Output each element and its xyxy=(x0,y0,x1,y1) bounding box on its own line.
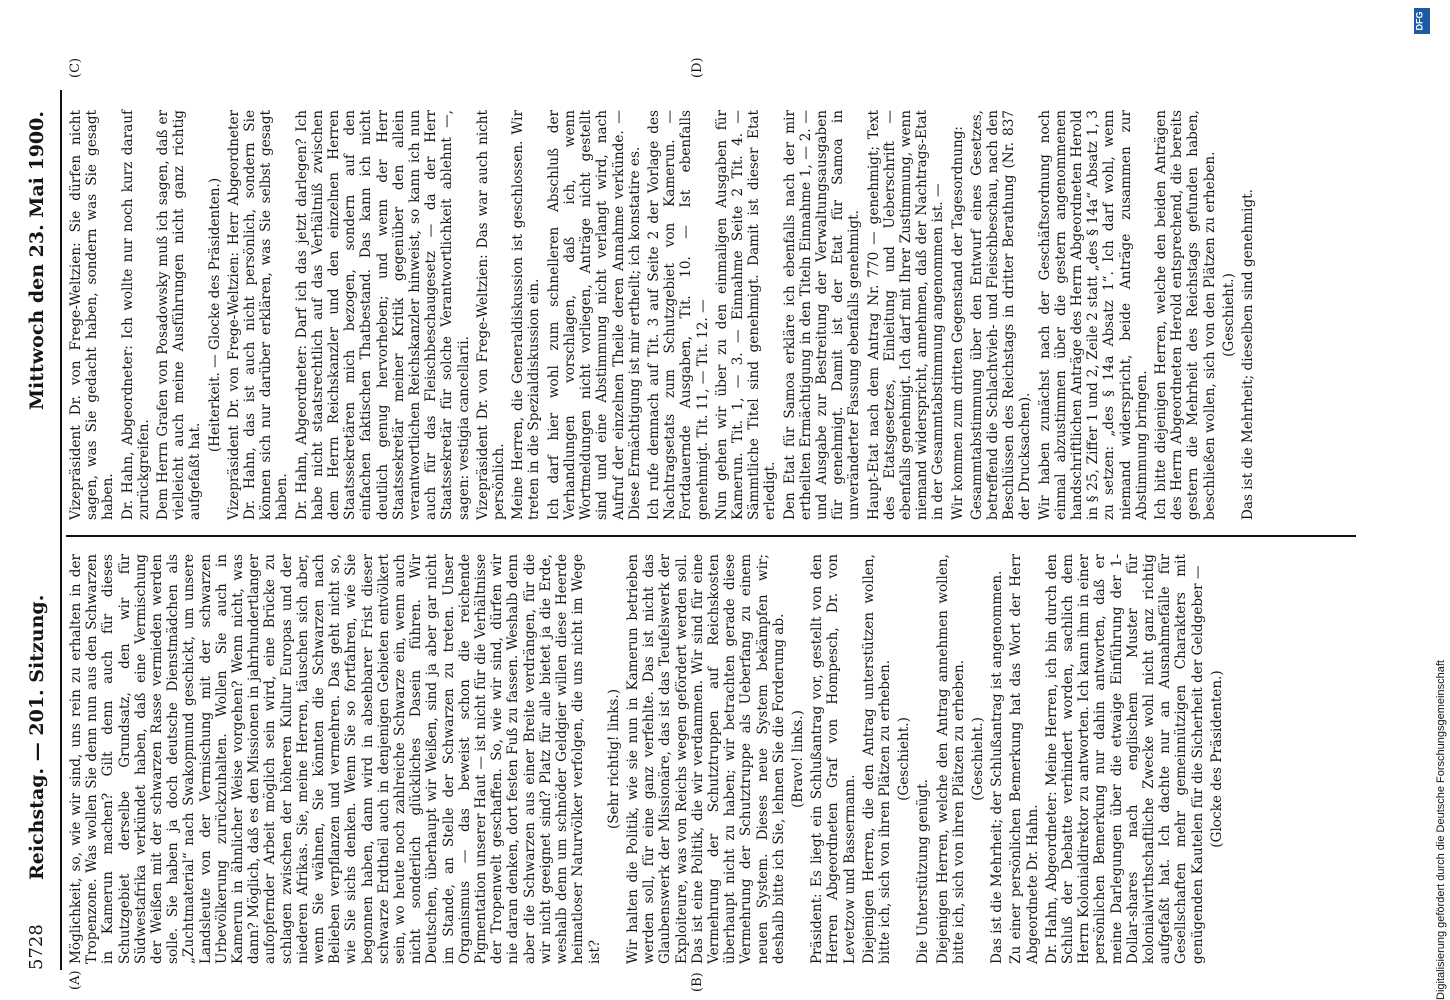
paragraph: Nun gehen wir über zu den einmaligen Ausgaben für Kamerun. Tit. 1, — 3. — Einnahme Seite 2 Tit. 4. — Sämmtliche Titel sind genehmigt. Damit ist dieser Etat erledigt. xyxy=(713,110,779,520)
paragraph: Ich rufe demnach auf Tit. 3 auf Seite 2 der Vorlage des Nachtragsetats zum Schutzgebiet von Kamerun. — Fortdauernde Ausgaben, Tit. 10. — Ist ebenfalls genehmigt. Tit. 11, — Tit. 12. — xyxy=(645,110,711,520)
digitization-sidebar xyxy=(1414,0,1447,1000)
paragraph: (Heiterkeit. — Glocke des Präsidenten.) xyxy=(206,177,223,453)
paragraph: (Bravo! links.) xyxy=(789,710,806,808)
paragraph: Meine Herren, die Generaldiskussion ist geschlossen. Wir treten in die Spezialdiskussion ein. xyxy=(510,110,543,520)
paragraph: Vizepräsident Dr. von Frege-Weltzien: Sie dürfen nicht sagen, was Sie gedacht haben, sondern was Sie gesagt haben. xyxy=(68,110,117,520)
paragraph: Das ist die Mehrheit; dieselben sind genehmigt. xyxy=(1240,189,1257,520)
paragraph: Vizepräsident Dr. von Frege-Weltzien: Das war auch nicht persönlich. xyxy=(474,110,508,520)
header-rule xyxy=(60,90,62,970)
header-date: Mittwoch den 23. Mai 1900. xyxy=(26,111,48,410)
paragraph: Gesammtabstimmung über den Entwurf eines Gesetzes, betreffend die Schlachtvieh- und Fleischbeschau, nach den Beschlüssen des Reichstags in dritter Berathung (Nr. 837 der Drucksachen). xyxy=(968,110,1034,520)
paragraph: Präsident: Es liegt ein Schlußantrag vor, gestellt von den Herren Abgeordneten Graf von Hompesch, Dr. von Levetzow und Bassermann. xyxy=(809,554,858,964)
right-column xyxy=(68,110,1358,520)
paragraph: Die Unterstützung genügt. xyxy=(915,779,932,964)
margin-marker-d: (D) xyxy=(690,57,705,78)
paragraph: Wir haben zunächst nach der Geschäftsordnung noch einmal abzustimmen über die gestern angenommenen handschriftlichen Anträge des Herrn Abgeordneten Herold in § 25, Ziffer 1 und 2, Zeile 2 statt „des § 14a“ Absatz 1, 3 zu setzen: „des § 14a Absatz 1“. Ich darf wohl, wenn niemand widerspricht, beide Anträge zusammen zur Abstimmung bringen. xyxy=(1036,110,1150,520)
paragraph: Wir kommen zum dritten Gegenstand der Tagesordnung: xyxy=(949,125,966,520)
paragraph: Vizepräsident Dr. von Frege-Weltzien: Herr Abgeordneter Dr. Hahn, das ist auch nicht persönlich, sondern Sie können sich nur darüber erklären, was Sie selbst gesagt haben. xyxy=(225,110,291,520)
paragraph: Diejenigen Herren, welche den Antrag annehmen wollen, bitte ich, sich von ihren Plätzen zu erheben. xyxy=(934,554,967,964)
paragraph: Dr. Hahn, Abgeordneter: Ich wollte nur noch kurz darauf zurückgreifen. xyxy=(119,110,152,520)
paragraph: (Geschieht.) xyxy=(1220,273,1237,357)
page-header xyxy=(20,90,56,970)
page-number: 5728 xyxy=(26,924,47,970)
rotated-page-content xyxy=(0,57,1370,1000)
paragraph: Dr. Hahn, Abgeordneter: Meine Herren, ich bin durch den Schluß der Debatte verhindert worden, sachlich dem Herrn Kolonialdirektor zu antworten. Ich kann ihm in einer persönlichen Bemerkung nur dahin antworten, daß er meine Darlegungen über die etwaige Einführung der 1-Dollar-shares nach englischem Muster für kolonialwirthschaftliche Zwecke wohl nicht ganz richtig aufgefaßt hat. Ich dachte nur an Ausnahmefälle für Gesellschaften mehr gemeinnützigen Charakters mit genügenden Kautelen für die Sicherheit der Geldgeber — xyxy=(1043,554,1206,964)
paragraph: Diejenigen Herren, die den Antrag unterstützen wollen, bitte ich, sich von ihren Plätzen zu erheben. xyxy=(860,554,893,964)
dfg-credit: Digitalisierung gefördert durch die Deutsche Forschungsgemeinschaft xyxy=(1435,660,1447,1000)
paragraph: Zu einer persönlichen Bemerkung hat das Wort der Herr Abgeordnete Dr. Hahn. xyxy=(1008,554,1041,964)
paragraph: Möglichkeit, so, wie wir sind, uns rein zu erhalten in der Tropenzone. Was wollen Sie denn nun aus den Schwarzen in Kamerun machen? Gilt denn auch für dieses Schutzgebiet derselbe Grundsatz, den wir für Südwestafrika verkündet haben, daß eine Vermischung der Weißen mit der schwarzen Rasse vermieden werden solle. Sie haben ja doch deutsche Dienstmädchen als „Zuchtmaterial“ nach Swakopmund geschickt, um unsere Landsleute von der Vermischung mit der schwarzen Urbevölkerung zurückzuhalten. Wollen Sie auch in Kamerun in ähnlicher Weise vorgehen? Wenn nicht, was dann? Möglich, daß es den Missionen in jahrhundertlanger aufopfernder Arbeit möglich sein wird, eine Brücke zu schlagen zwischen der höheren Kultur Europas und der niederen Afrikas. Sie, meine Herren, täuschen sich aber, wenn Sie wähnen, Sie könnten die Schwarzen nach Belieben verpflanzen und vermehren. Das geht nicht so, wie Sie sichs denken. Wenn Sie so fortfahren, wie Sie begonnen haben, dann wird in absehbarer Frist dieser schwarze Erdtheil auch in denjenigen Gebieten entvölkert sein, wo heute noch zahlreiche Schwarze ein, wenn auch nicht sonderlich glückliches Dasein führen. Wir Deutschen, überhaupt wir Weißen, sind ja aber gar nicht im Stande, an Stelle der Schwarzen zu treten. Unser Organismus — das beweist schon die reichende Pigmentation unserer Haut — ist nicht für die Verhältnisse der Tropenwelt geschaffen. So, wie wir sind, dürfen wir nie daran denken, dort festen Fuß zu fassen. Weshalb denn aber die Schwarzen aus einer Breite verdrängen, für die wir nicht geeignet sind? Platz für alle bietet ja die Erde, weshalb denn um schnöder Geldgier willen diese Heerde heimatloser Naturvölker verfolgen, die uns nicht im Wege ist? xyxy=(68,554,603,964)
paragraph: Das ist die Mehrheit; der Schlußantrag ist angenommen. xyxy=(989,570,1006,964)
paragraph: Dr. Hahn, Abgeordneter: Darf ich das jetzt darlegen? Ich habe nicht staatsrechtlich auf das Verhältniß zwischen dem Herrn Reichskanzler und den einzelnen Herren Staatssekretären mich bezogen, sondern auf den einfachen faktischen Thatbestand. Das kann ich nicht deutlich genug hervorheben; und wenn der Herr Staatssekretär meiner Kritik gegenüber den allein verantwortlichen Reichskanzler hinweist, so kann ich nun auch für das Fleischbeschaugesetz — da der Herr Staatssekretär für solche Verantwortlichkeit ablehnt —, sagen: vestigia cancellarii. xyxy=(293,110,472,520)
paragraph: Dem Herrn Grafen von Posadowsky muß ich sagen, daß er vielleicht auch meine Ausführungen nicht ganz richtig aufgefaßt hat. xyxy=(155,110,204,520)
left-column xyxy=(68,554,1358,964)
paragraph: Den Etat für Samoa erkläre ich ebenfalls nach der mir ertheilten Ermächtigung in den Titeln Einnahme 1, — 2. — und Ausgabe zur Bestreitung der Verwaltungsausgaben für genehmigt. Damit ist der Etat für Samoa in unveränderter Fassung ebenfalls genehmigt. xyxy=(781,110,863,520)
paragraph: (Glocke des Präsidenten.) xyxy=(1208,670,1225,848)
margin-marker-a: (A) xyxy=(68,970,83,990)
header-title: Reichstag. — 201. Sitzung. xyxy=(26,594,48,880)
column-divider xyxy=(66,535,1356,537)
margin-marker-b: (B) xyxy=(690,972,705,992)
paragraph: (Sehr richtig! links.) xyxy=(605,688,622,830)
paragraph: (Geschieht.) xyxy=(969,717,986,801)
paragraph: Ich darf hier wohl zum schnelleren Abschluß der Verhandlungen vorschlagen, daß ich, wenn Wortmeldungen nicht vorliegen, Anträge nicht gestellt sind und eine Abstimmung nicht verlangt wird, nach Aufruf der einzelnen Theile deren Annahme verkünde. — Diese Ermächtigung ist mir ertheilt; ich konstatire es. xyxy=(545,110,643,520)
paragraph: (Geschieht.) xyxy=(896,717,913,801)
margin-marker-c: (C) xyxy=(68,57,83,78)
paragraph: Wir halten die Politik, wie sie nun in Kamerun betrieben werden soll, für eine ganz verfehlte. Das ist nicht das Glaubenswerk der Missionäre, das ist das Teufelswerk der Exploiteure, was von Reichs wegen gefördert werden soll. Das ist eine Politik, die wir verdammen. Wir sind für eine Vermehrung der Schutztruppen auf Reichskosten überhaupt nicht zu haben; wir betrachten gerade diese Vermehrung der Schutztruppe als Ueberfang zu einem neuen System. Dieses neue System bekämpfen wir; deshalb bitte ich Sie, lehnen Sie die Forderung ab. xyxy=(624,554,787,964)
paragraph: Haupt-Etat nach dem Antrag Nr. 770 — genehmigt; Text des Etatsgesetzes, Einleitung und Ueberschrift — ebenfalls genehmigt. Ich darf mit Ihrer Zustimmung, wenn niemand widerspricht, annehmen, daß der Nachtrags-Etat in der Gesammtabstimmung angenommen ist. — xyxy=(865,110,947,520)
dfg-logo xyxy=(1414,8,1430,34)
dfg-logo-text: DFG xyxy=(1414,11,1425,31)
paragraph: Ich bitte diejenigen Herren, welche den beiden Anträgen des Herrn Abgeordneten Herold entsprechend, die bereits gestern die Mehrheit des Reichstags gefunden haben, beschließen wollen, sich von den Plätzen zu erheben. xyxy=(1153,110,1218,520)
